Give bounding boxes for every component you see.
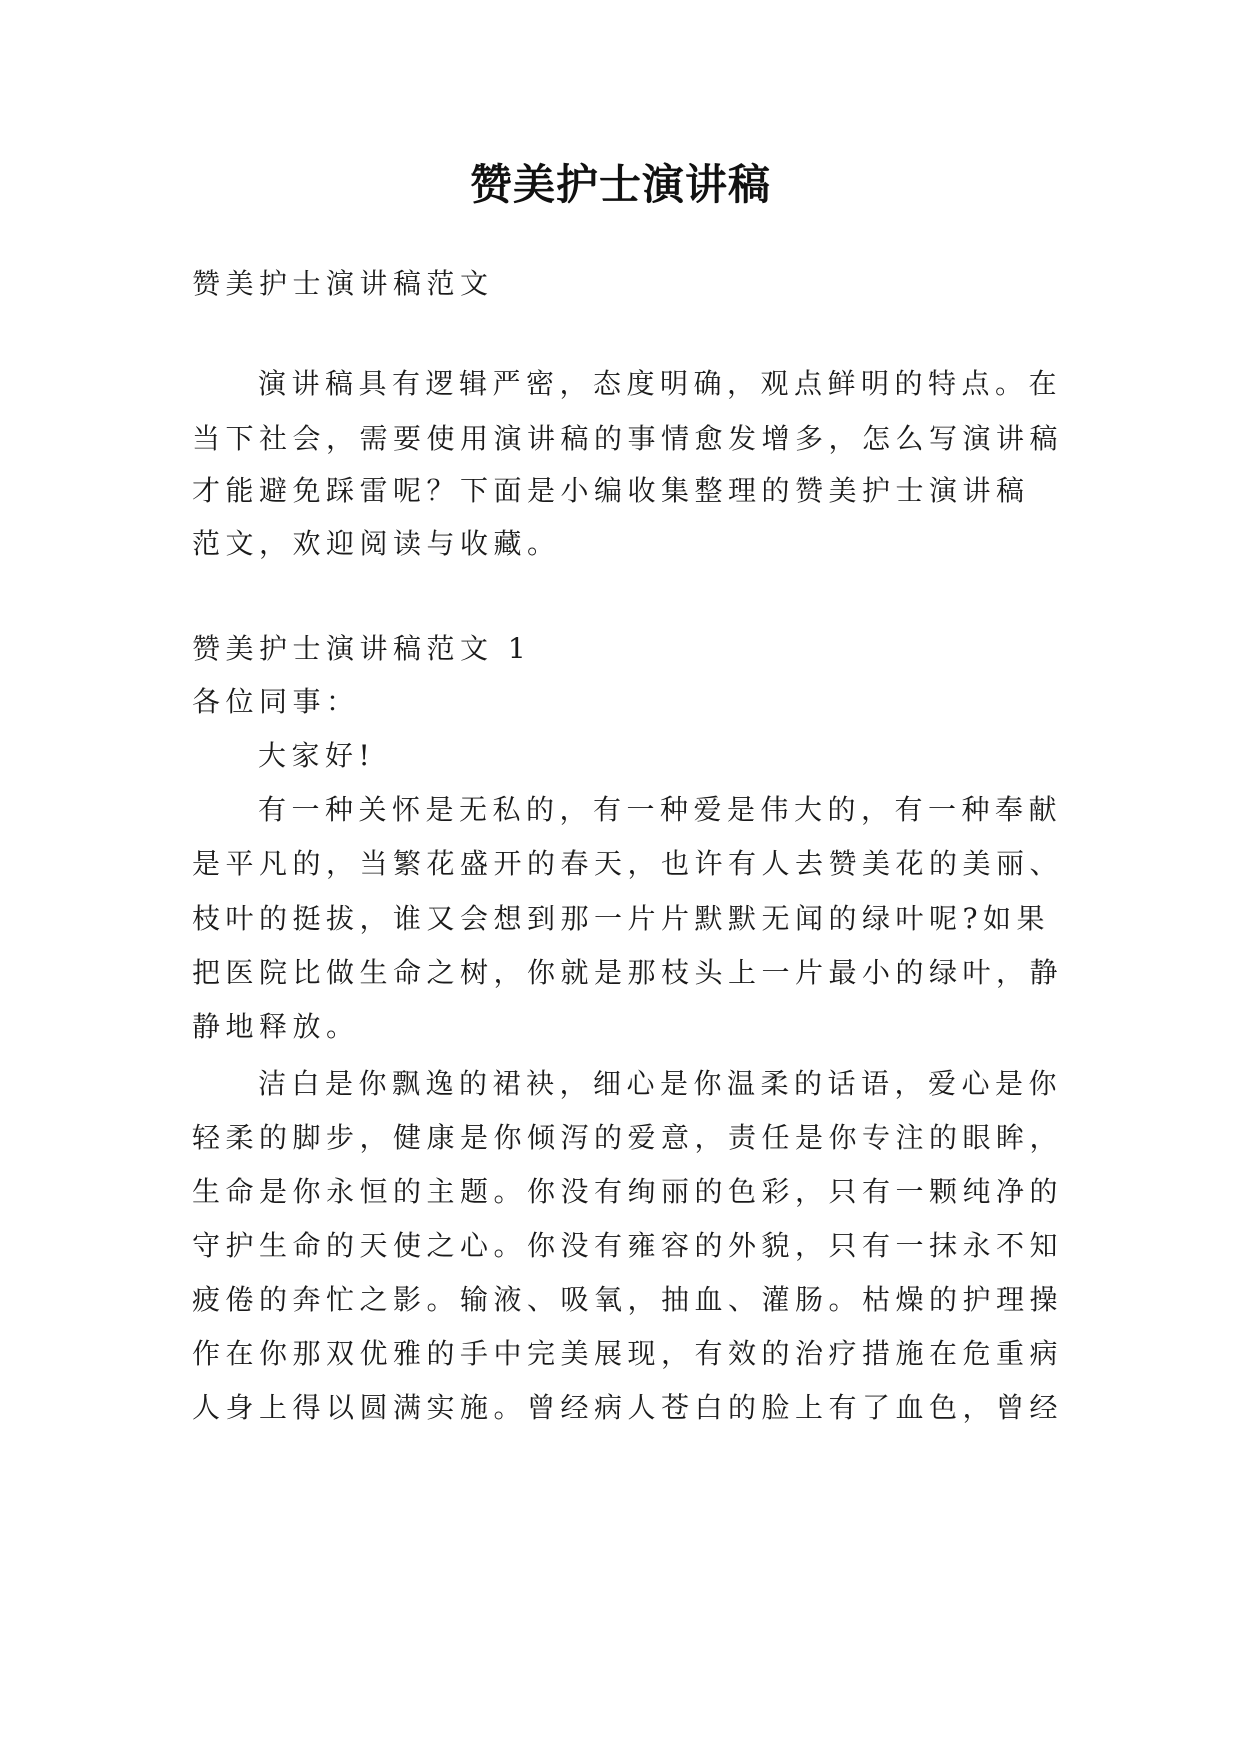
paragraph2-line: 人身上得以圆满实施。曾经病人苍白的脸上有了血色，曾经: [192, 1391, 1064, 1424]
intro-line: 演讲稿具有逻辑严密，态度明确，观点鲜明的特点。在: [258, 367, 1063, 400]
paragraph1-line: 是平凡的，当繁花盛开的春天，也许有人去赞美花的美丽、: [192, 847, 1064, 880]
intro-line: 才能避免踩雷呢？下面是小编收集整理的赞美护士演讲稿: [192, 474, 1030, 507]
section-heading: 赞美护士演讲稿范文 1: [192, 632, 532, 665]
paragraph1-line: 有一种关怀是无私的，有一种爱是伟大的，有一种奉献: [258, 793, 1063, 826]
intro-line: 当下社会，需要使用演讲稿的事情愈发增多，怎么写演讲稿: [192, 422, 1064, 455]
paragraph2-line: 疲倦的奔忙之影。输液、吸氧，抽血、灌肠。枯燥的护理操: [192, 1283, 1064, 1316]
paragraph1-line: 枝叶的挺拔，谁又会想到那一片片默默无闻的绿叶呢?如果: [192, 902, 1051, 935]
salutation: 各位同事：: [192, 685, 360, 718]
intro-line: 范文，欢迎阅读与收藏。: [192, 527, 561, 560]
paragraph1-line: 把医院比做生命之树，你就是那枝头上一片最小的绿叶，静: [192, 956, 1064, 989]
paragraph2-line: 洁白是你飘逸的裙袂，细心是你温柔的话语，爱心是你: [258, 1067, 1063, 1100]
document-title: 赞美护士演讲稿: [469, 160, 771, 209]
paragraph1-line: 静地释放。: [192, 1010, 360, 1043]
document-subtitle: 赞美护士演讲稿范文: [192, 267, 494, 300]
paragraph2-line: 作在你那双优雅的手中完美展现，有效的治疗措施在危重病: [192, 1337, 1064, 1370]
paragraph2-line: 守护生命的天使之心。你没有雍容的外貌，只有一抹永不知: [192, 1229, 1064, 1262]
paragraph2-line: 轻柔的脚步，健康是你倾泻的爱意，责任是你专注的眼眸，: [192, 1121, 1064, 1154]
paragraph2-line: 生命是你永恒的主题。你没有绚丽的色彩，只有一颗纯净的: [192, 1175, 1064, 1208]
greeting: 大家好!: [258, 739, 376, 772]
